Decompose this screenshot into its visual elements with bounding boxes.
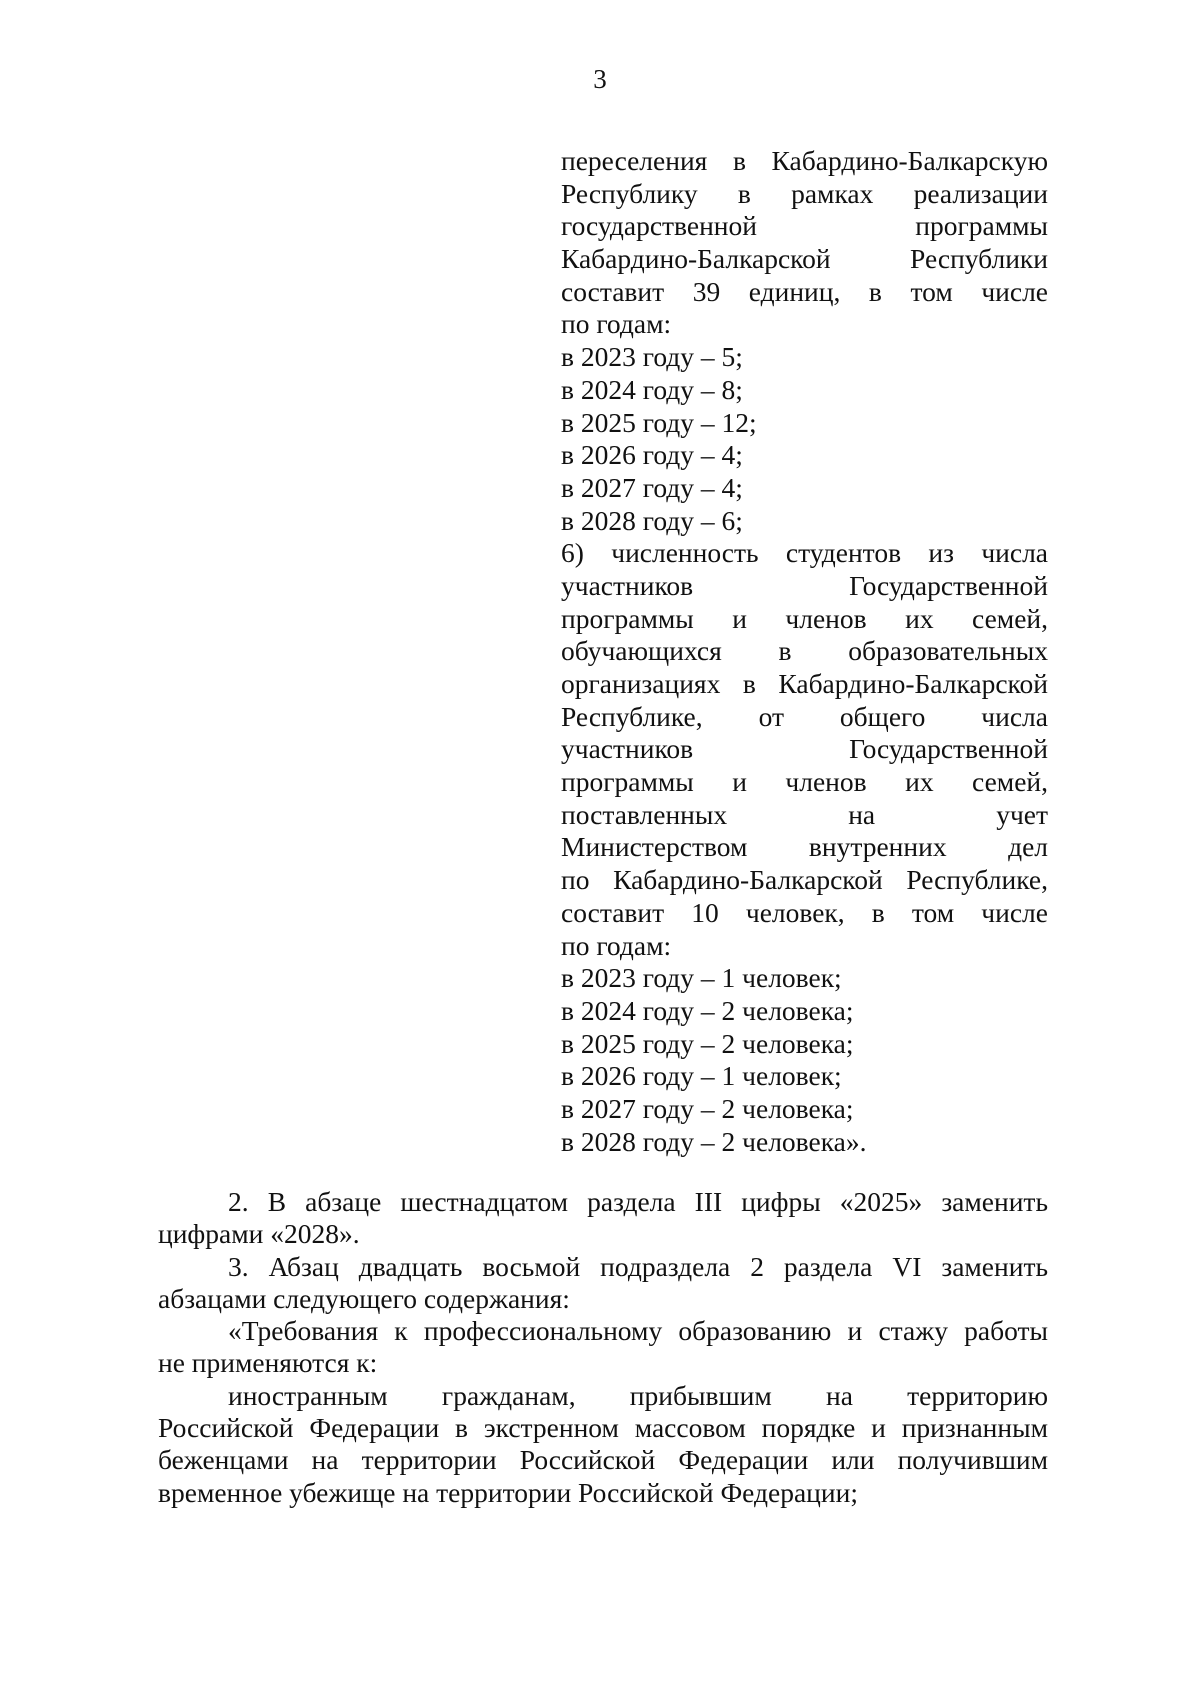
amendment-line: в 2027 году – 4; [561,471,743,503]
paragraph [158,1186,1048,1251]
amendment-line: программы и членов их семей, [561,602,1048,634]
amendment-line: в 2027 году – 2 человека; [561,1092,854,1124]
amendment-line: организациях в Кабардино-Балкарской [561,668,1048,699]
amendment-line: программы и членов их семей, [561,766,1048,798]
paragraph-line: Российской Федерации в экстренном массовом порядке и признанным [158,1412,1048,1444]
amendment-line: обучающихся в образовательных [561,635,1048,667]
paragraph-line: временное убежище на территории Российской Федерации; [158,1476,858,1508]
amendment-line: Кабардино-Балкарской Республики [561,243,1048,275]
paragraph-line: цифрами «2028». [158,1218,360,1250]
paragraph-line: 2. В абзаце шестнадцатом раздела III цифры «2025» заменить [228,1186,1048,1217]
amendment-line: в 2024 году – 2 человека; [561,994,854,1026]
amendment-line: по годам: [561,308,672,340]
amendment-line: в 2023 году – 5; [561,341,743,373]
amendment-line: участников Государственной [561,733,1048,765]
paragraph [158,1251,1048,1316]
amendment-line: в 2026 году – 1 человек; [561,1060,842,1092]
paragraph [158,1380,1048,1509]
amendment-line: в 2025 году – 12; [561,406,757,438]
paragraph [158,1315,1048,1380]
amendment-line: в 2026 году – 4; [561,439,743,471]
amendment-line: Министерством внутренних дел [561,831,1048,863]
amendment-text-block [561,145,1048,1158]
paragraph-line: беженцами на территории Российской Федерации или получившим [158,1444,1048,1476]
page-number: 3 [593,64,607,94]
paragraph-line: не применяются к: [158,1347,378,1379]
amendment-line: участников Государственной [561,569,1048,601]
main-text-block [158,1186,1048,1509]
amendment-line: Республику в рамках реализации [561,177,1048,209]
amendment-line: поставленных на учет [561,798,1048,830]
amendment-line: переселения в Кабардино-Балкарскую [561,145,1048,176]
amendment-line: в 2023 году – 1 человек; [561,962,842,994]
amendment-line: составит 10 человек, в том числе [561,896,1048,928]
amendment-line: государственной программы [561,210,1048,242]
paragraph-line: «Требования к профессиональному образованию и стажу работы [228,1315,1048,1347]
amendment-line: по годам: [561,929,672,961]
amendment-line: в 2025 году – 2 человека; [561,1027,854,1059]
amendment-line: в 2028 году – 6; [561,504,743,536]
amendment-line: в 2024 году – 8; [561,373,743,405]
paragraph-line: 3. Абзац двадцать восьмой подраздела 2 раздела VI заменить [228,1250,1048,1282]
amendment-line: по Кабардино-Балкарской Республике, [561,864,1048,896]
paragraph-line: абзацами следующего содержания: [158,1282,570,1314]
amendment-line: в 2028 году – 2 человека». [561,1125,867,1157]
paragraph-line: иностранным гражданам, прибывшим на территорию [228,1379,1048,1411]
amendment-line: 6) численность студентов из числа [561,537,1048,569]
amendment-line: составит 39 единиц, в том числе [561,275,1048,307]
amendment-line: Республике, от общего числа [561,700,1048,732]
